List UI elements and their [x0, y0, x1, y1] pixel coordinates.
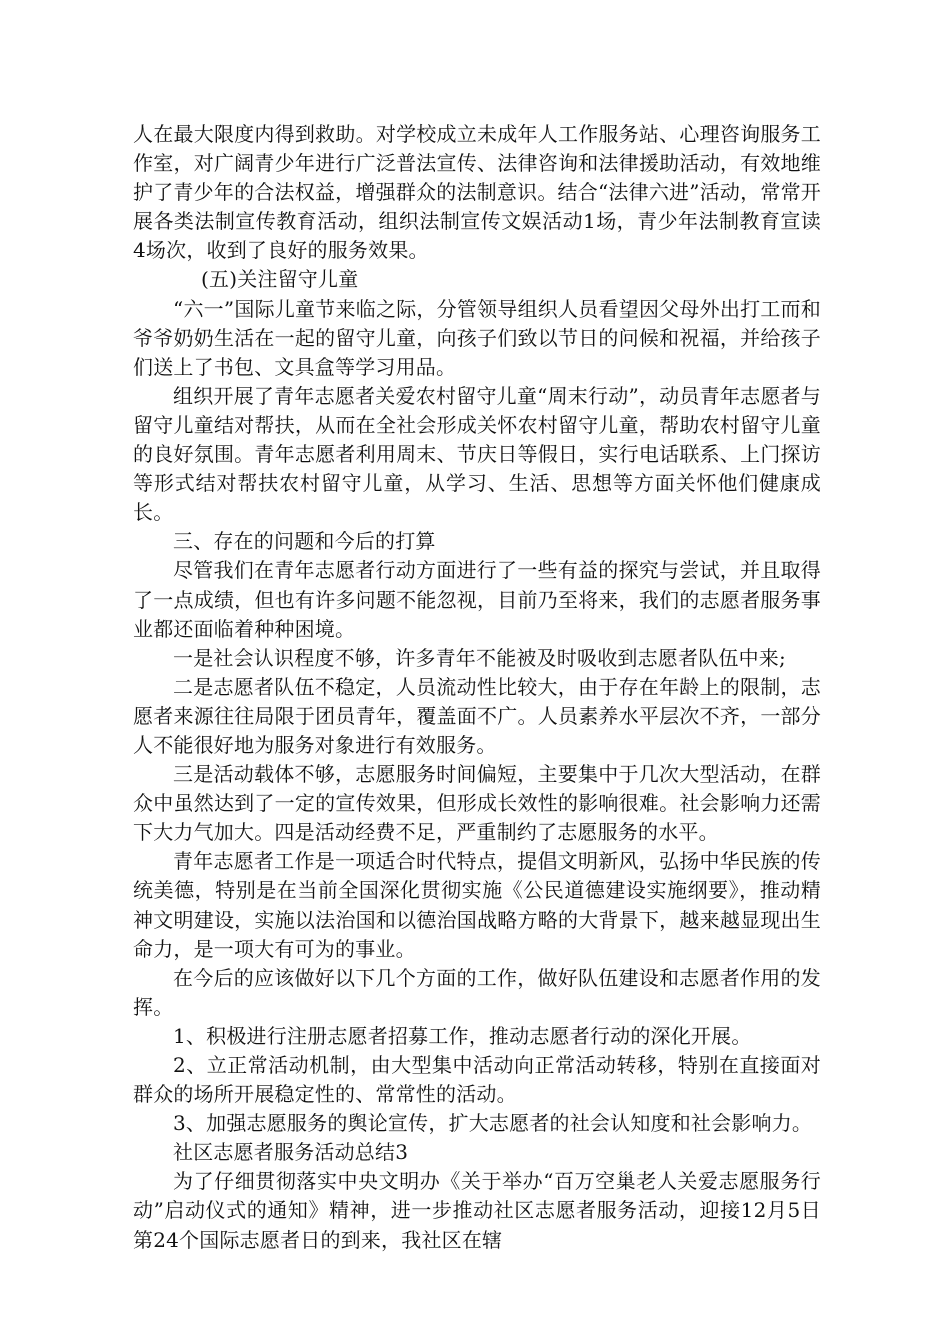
paragraph-difficulties-intro: 尽管我们在青年志愿者行动方面进行了一些有益的探究与尝试，并且取得了一点成绩，但也有许多问题不能忽视，目前乃至将来，我们的志愿者服务事业都还面临着种种困境。	[133, 558, 821, 641]
paragraph-problem-one: 一是社会认识程度不够，许多青年不能被及时吸收到志愿者队伍中来;	[173, 645, 786, 670]
paragraph-problem-two: 二是志愿者队伍不稳定，人员流动性比较大，由于存在年龄上的限制，志愿者来源往往局限于团员青年，覆盖面不广。人员素养水平层次不齐，一部分人不能很好地为服务对象进行有效服务。	[133, 674, 821, 757]
section-title-summary-3: 社区志愿者服务活动总结3	[173, 1140, 409, 1165]
paragraph-weekend-action: 组织开展了青年志愿者关爱农村留守儿童“周末行动”，动员青年志愿者与留守儿童结对帮扶，从而在全社会形成关怀农村留守儿童，帮助农村留守儿童的良好氛围。青年志愿者利用周末、节庆日等假日，实行电话联系、上门探访等形式结对帮扶农村留守儿童，从学习、生活、思想等方面关怀他们健康成长。	[133, 383, 821, 525]
paragraph-volunteer-significance: 青年志愿者工作是一项适合时代特点，提倡文明新风，弘扬中华民族的传统美德，特别是在当前全国深化贯彻实施《公民道德建设实施纲要》，推动精神文明建设，实施以法治国和以德治国战略方略的大背景下，越来越显现出生命力，是一项大有可为的事业。	[133, 849, 821, 961]
list-item-regular-mechanism: 2、立正常活动机制，由大型集中活动向正常活动转移，特别在直接面对群众的场所开展稳定性的、常常性的活动。	[133, 1053, 821, 1107]
list-item-publicity: 3、加强志愿服务的舆论宣传，扩大志愿者的社会认知度和社会影响力。	[173, 1111, 813, 1136]
section-heading-left-behind-children: (五)关注留守儿童	[201, 267, 359, 292]
paragraph-legal-aid: 人在最大限度内得到救助。对学校成立未成年人工作服务站、心理咨询服务工作室，对广阔青少年进行广泛普法宣传、法律咨询和法律援助活动，有效地维护了青少年的合法权益，增强群众的法制意识。结合“法律六进”活动，常常开展各类法制宣传教育活动，组织法制宣传文娱活动1场，青少年法制教育宣读4场次，收到了良好的服务效果。	[133, 122, 821, 263]
list-item-recruitment: 1、积极进行注册志愿者招募工作，推动志愿者行动的深化开展。	[173, 1023, 752, 1048]
document-body	[133, 120, 821, 1255]
paragraph-summary-3-intro: 为了仔细贯彻落实中央文明办《关于举办“百万空巢老人关爱志愿服务行动”启动仪式的通知》精神，进一步推动社区志愿者服务活动，迎接12月5日第24个国际志愿者日的到来，我社区在辖	[133, 1169, 821, 1252]
paragraph-future-work-intro: 在今后的应该做好以下几个方面的工作，做好队伍建设和志愿者作用的发挥。	[133, 965, 821, 1019]
paragraph-problem-three-four: 三是活动载体不够，志愿服务时间偏短，主要集中于几次大型活动，在群众中虽然达到了一定的宣传效果，但形成长效性的影响很难。社会影响力还需下大力气加大。四是活动经费不足，严重制约了志愿服务的水平。	[133, 762, 821, 845]
paragraph-childrens-day: “六一”国际儿童节来临之际，分管领导组织人员看望因父母外出打工而和爷爷奶奶生活在一起的留守儿童，向孩子们致以节日的问候和祝福，并给孩子们送上了书包、文具盒等学习用品。	[133, 296, 821, 379]
section-heading-problems-and-plans: 三、存在的问题和今后的打算	[173, 529, 436, 554]
